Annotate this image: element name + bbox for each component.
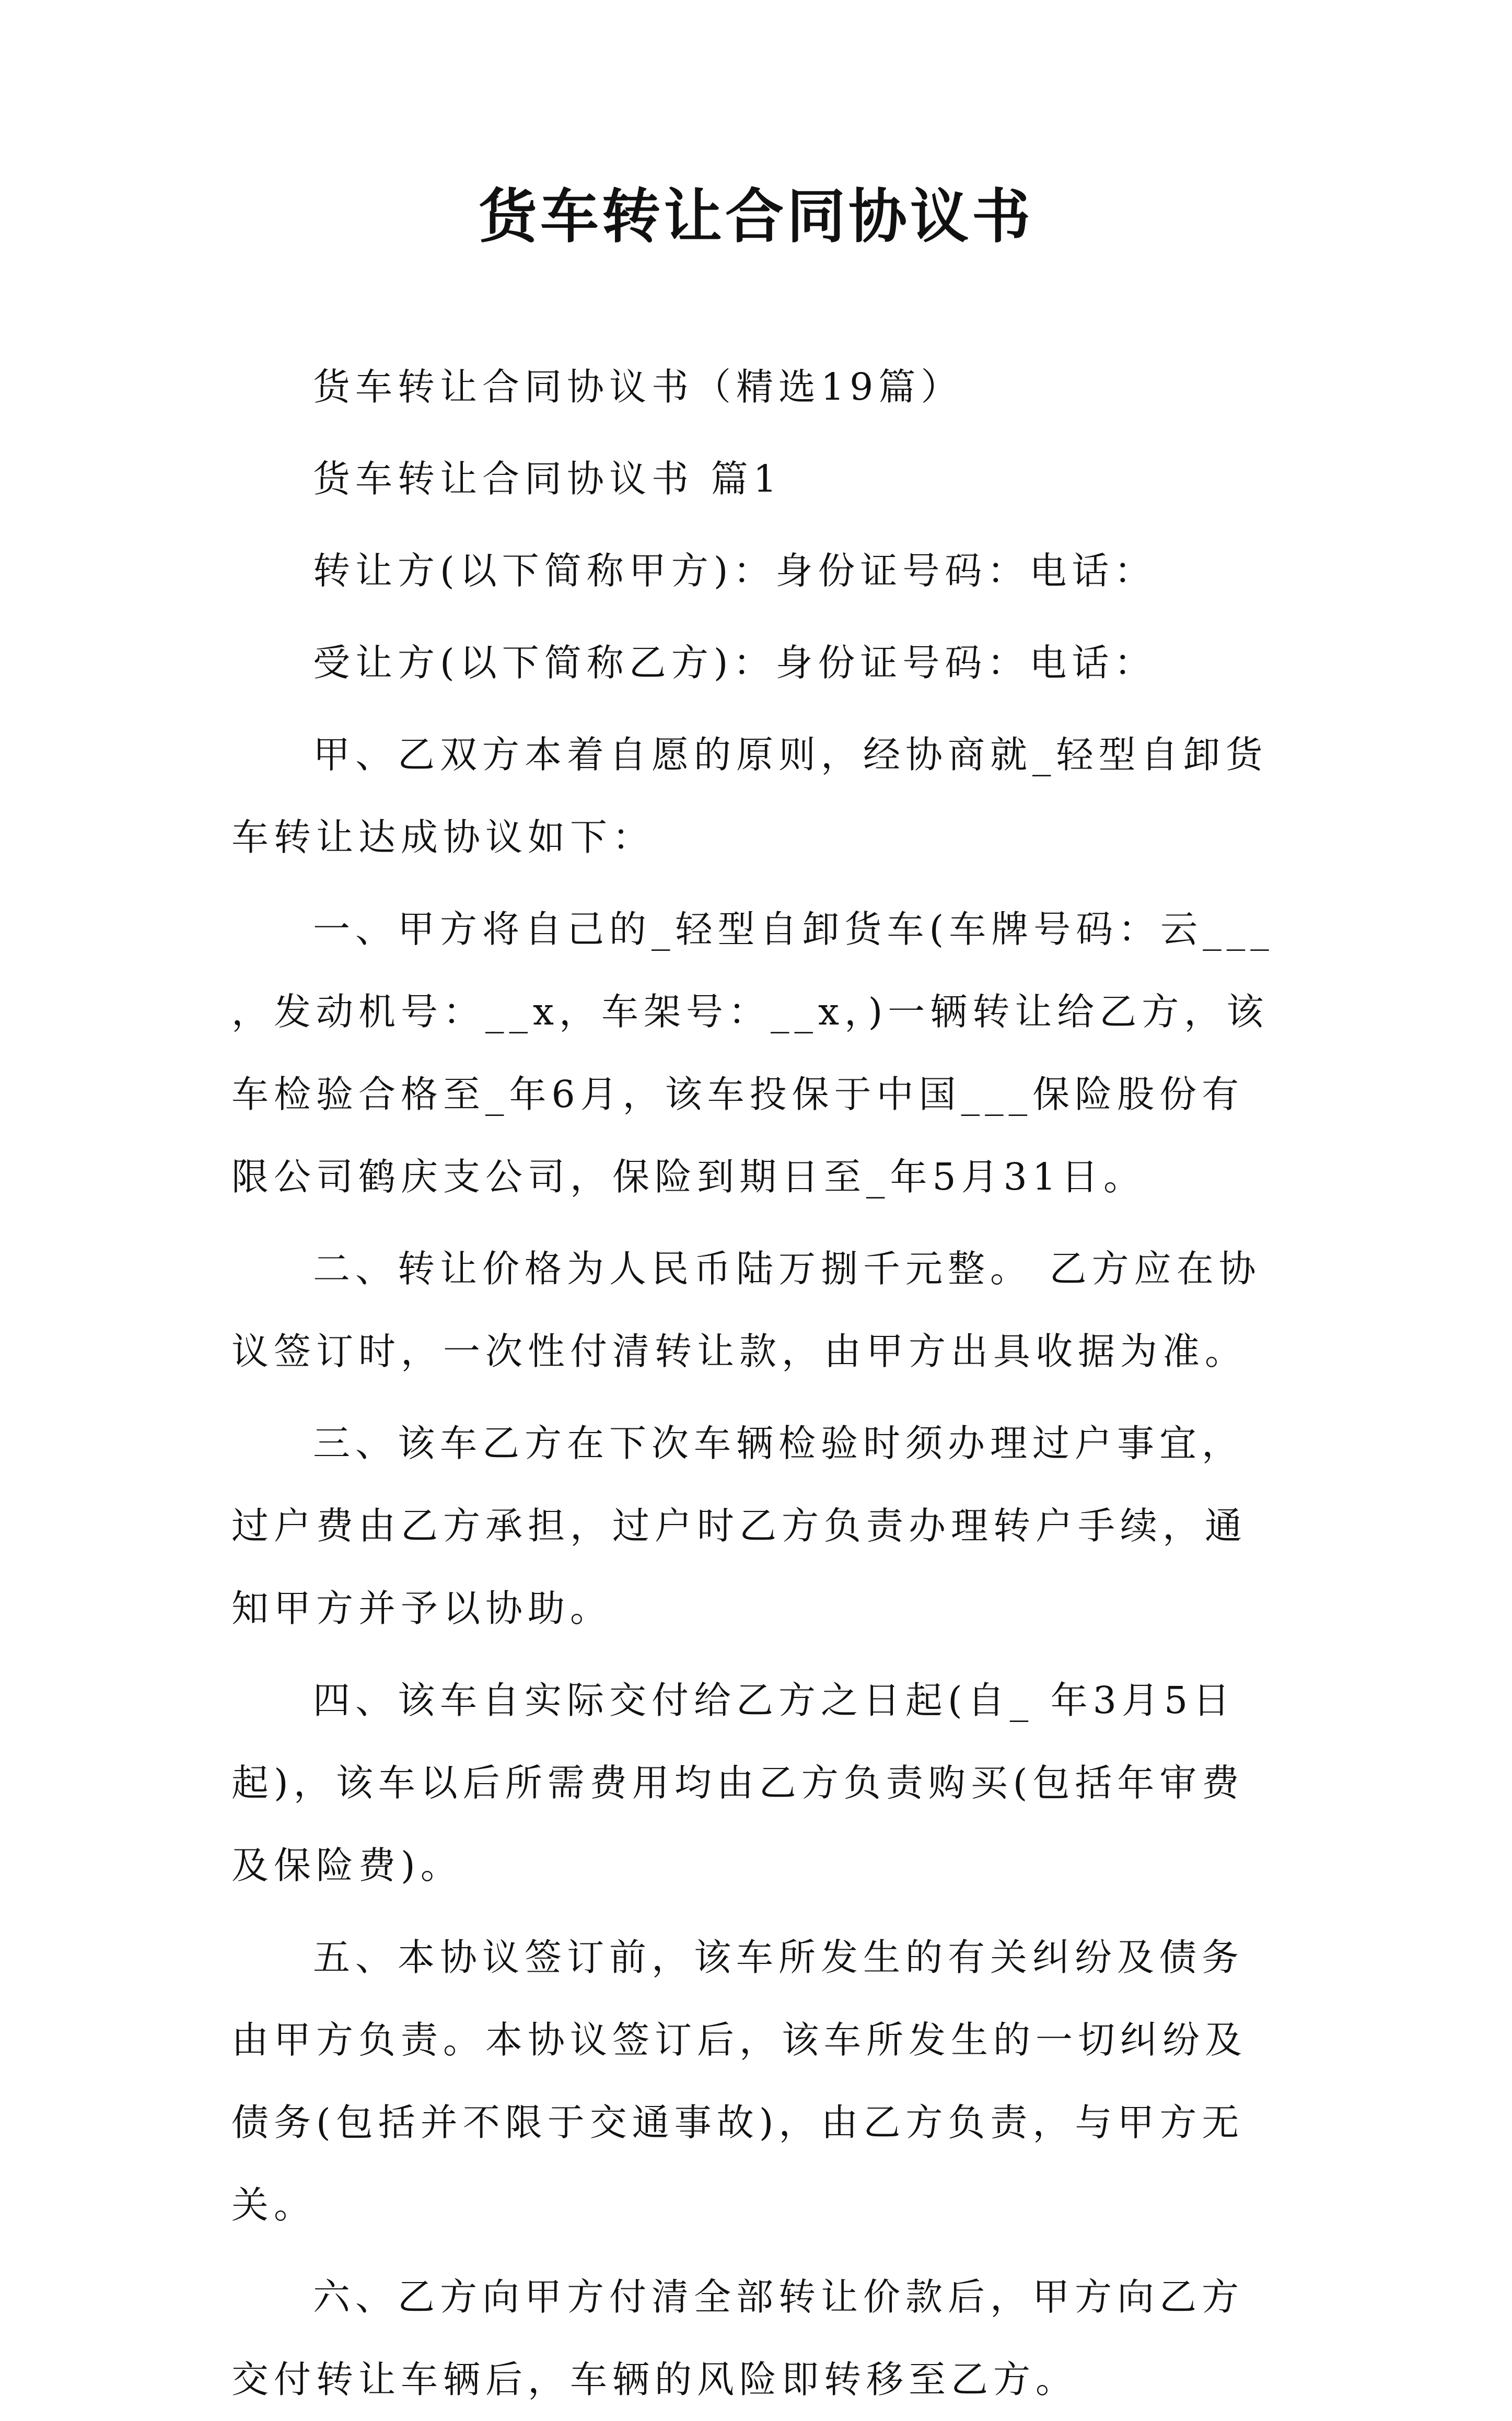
paragraph-clause-5: 五、本协议签订前，该车所发生的有关纠纷及债务由甲方负责。本协议签订后，该车所发生的一切纠纷及债务(包括并不限于交通事故)，由乙方负责，与甲方无关。 — [231, 1936, 1248, 2227]
document-body — [231, 346, 1282, 2421]
paragraph-clause-2: 二、转让价格为人民币陆万捌千元整。 乙方应在协议签订时，一次性付清转让款，由甲方出具收据为准。 — [231, 1247, 1261, 1373]
paragraph-collection-title: 货车转让合同协议书（精选19篇） — [313, 365, 963, 409]
paragraph-intro: 甲、乙双方本着自愿的原则，经协商就_轻型自卸货车转让达成协议如下： — [231, 733, 1268, 859]
paragraph-section-heading: 货车转让合同协议书 篇1 — [313, 457, 782, 501]
document-title: 货车转让合同协议书 — [479, 182, 1033, 251]
paragraph-clause-3: 三、该车乙方在下次车辆检验时须办理过户事宜，过户费由乙方承担，过户时乙方负责办理转户手续，通知甲方并予以协助。 — [231, 1422, 1248, 1630]
paragraph-transferee: 受让方(以下简称乙方)：身份证号码：电话： — [313, 641, 1157, 684]
paragraph-clause-1: 一、甲方将自己的_轻型自卸货车(车牌号码：云___ ，发动机号：__x，车架号：__x，)一辆转让给乙方，该车检验合格至_年6月，该车投保于中国___保险股份有限公司鹤庆支公司，保险到期日至_年5月31日。 — [231, 907, 1274, 1198]
paragraph-clause-4: 四、该车自实际交付给乙方之日起(自_ 年3月5日起)，该车以后所需费用均由乙方负责购买(包括年审费及保险费)。 — [231, 1679, 1245, 1887]
paragraph-clause-6: 六、乙方向甲方付清全部转让价款后，甲方向乙方交付转让车辆后，车辆的风险即转移至乙方。 — [231, 2275, 1245, 2401]
paragraph-transferor: 转让方(以下简称甲方)：身份证号码：电话： — [313, 549, 1157, 592]
